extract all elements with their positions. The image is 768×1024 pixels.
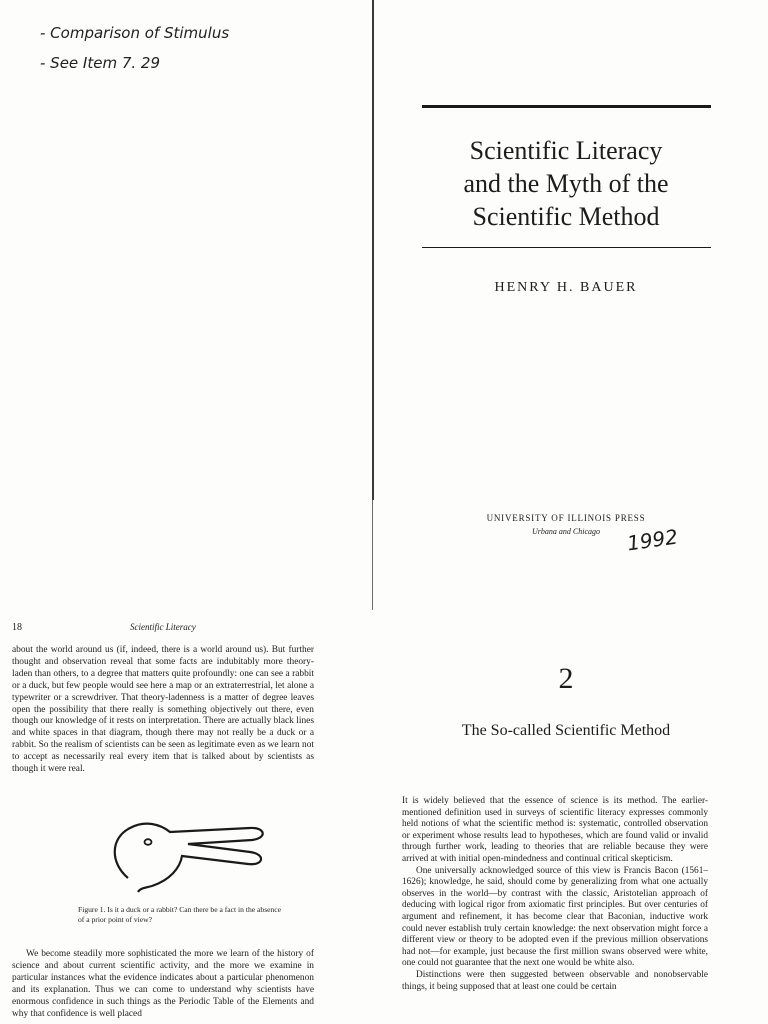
page-number: 18 <box>12 622 22 633</box>
right-paragraph-2: One universally acknowledged source of this view is Francis Bacon (1561–1626); knowledge, he said, should come by generalizing from what one actually observes in the world—by contrast with the classic, Aristotelian approach of deducing with logical rigor from axiomatic first principles. But over centuries of argument and refinement, it has become clear that Baconian, inductive work could never establish truly certain knowledge: the next observation might force a different view or theory to be adopted even if the previous million observations had not—for example, just because the first million swans observed were white, one could not guarantee that the next one would be white also. <box>402 865 708 969</box>
chapter-number: 2 <box>558 662 574 695</box>
page-gutter <box>372 0 374 500</box>
duck-rabbit-figure <box>100 808 300 898</box>
chapter-title: The So-called Scientific Method <box>461 722 671 739</box>
title-line-3: Scientific Method <box>472 202 660 231</box>
left-paragraph-2: We become steadily more sophisticated the more we learn of the history of science and about current scientific activity, and the more we examine in particular instances what the evidence indicates about a particular phenomenon and its explanation. Thus we can come to understand why scientists have enormous confidence in such things as the Periodic Table of the Elements and why that confidence is well placed <box>12 949 314 1019</box>
publisher-name: UNIVERSITY OF ILLINOIS PRESS <box>486 513 646 523</box>
title-line-1: Scientific Literacy <box>469 136 663 165</box>
title-top-rule <box>422 105 711 108</box>
duck-rabbit-eye <box>145 839 152 845</box>
author-name: HENRY H. BAUER <box>494 280 638 295</box>
left-paragraph-1: about the world around us (if, indeed, there is a world around us). But further thought and observation reveal that some facts are indubitably more theory-laden than others, to a degree that matters quite profoundly: one can see a rabbit or a duck, but few people would see here a map or an extraterrestrial, let alone a typewriter or a screwdriver. That theory-ladenness is a matter of degree leaves open the possibility that there really is something objectively out there, even though our knowledge of it rests on interpretation. There are actually black lines and white spaces in that diagram, though there may not really be a duck or a rabbit. So the realism of scientists can be seen as legitimate even as we learn not to accept as necessarily real every item that is talked about by scientists as though it were real. <box>12 645 314 775</box>
handwritten-year: 1992 <box>625 524 680 556</box>
publisher-cities: Urbana and Chicago <box>532 527 600 536</box>
running-head: Scientific Literacy <box>130 622 196 632</box>
right-paragraph-3: Distinctions were then suggested between observable and nonobservable things, it being supposed that at least one could be certain <box>402 969 708 992</box>
title-line-2: and the Myth of the <box>463 169 669 198</box>
right-paragraph-1: It is widely believed that the essence of science is its method. The earlier-mentioned definition used in surveys of scientific literacy expresses commonly held notions of what the scientific method is: systematic, controlled observation or experiment whose results lead to hypotheses, which are found valid or invalid through further work, leading to theories that are reliable because they were arrived at with initial open-mindedness and continual critical skepticism. <box>402 796 708 864</box>
right-body-text <box>402 796 708 993</box>
book-title <box>410 134 722 233</box>
figure-caption: Figure 1. Is it a duck or a rabbit? Can there be a fact in the absence of a prior point of view? <box>78 905 282 924</box>
title-bottom-rule <box>422 247 711 248</box>
handwritten-note-line2: - See Item 7. 29 <box>40 54 161 72</box>
duck-rabbit-outline <box>115 824 263 892</box>
page-gutter-lower <box>372 500 373 610</box>
handwritten-note-line1: - Comparison of Stimulus <box>40 24 230 42</box>
